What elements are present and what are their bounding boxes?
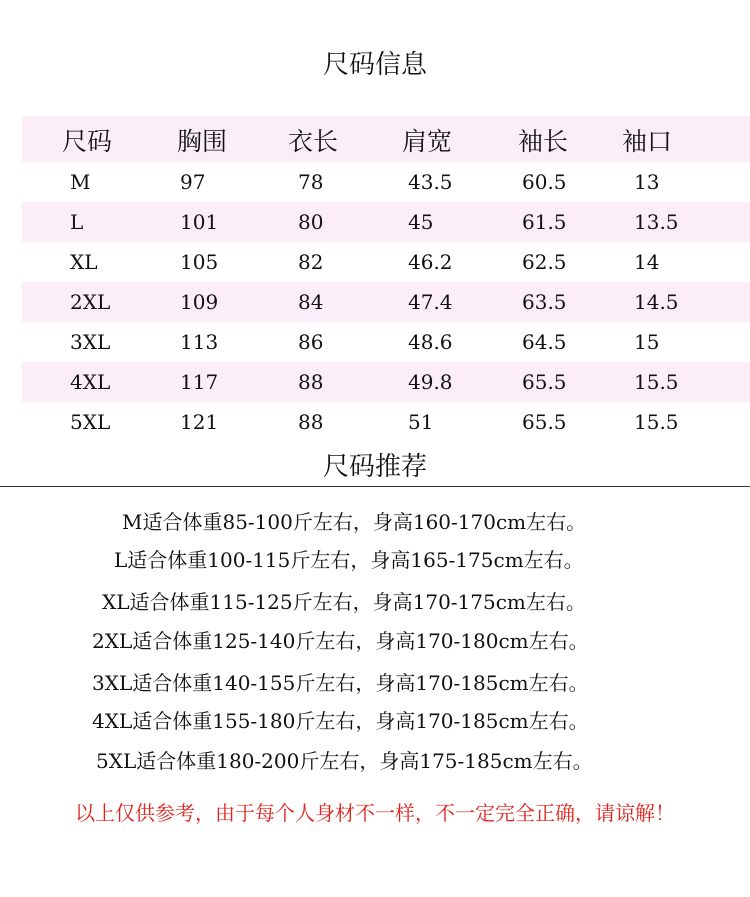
table-row [22, 282, 750, 322]
cell-chest: 113 [180, 330, 219, 354]
header-cuff: 袖口 [622, 127, 673, 156]
table-row [22, 362, 750, 402]
cell-chest: 97 [180, 170, 206, 194]
recommendation-line: 4XL适合体重155-180斤左右，身高170-185cm左右。 [92, 709, 589, 733]
header-shoulder: 肩宽 [402, 127, 453, 156]
table-row [22, 162, 750, 202]
cell-sleeve: 65.5 [522, 410, 567, 434]
cell-shoulder: 43.5 [408, 170, 453, 194]
header-length: 衣长 [288, 127, 339, 156]
cell-cuff: 14 [634, 250, 660, 274]
recommendation-line: 2XL适合体重125-140斤左右，身高170-180cm左右。 [92, 629, 589, 653]
cell-shoulder: 45 [408, 210, 434, 234]
cell-size: XL [70, 250, 98, 274]
cell-length: 80 [298, 210, 324, 234]
cell-cuff: 13.5 [634, 210, 679, 234]
cell-cuff: 13 [634, 170, 660, 194]
size-table [22, 116, 750, 442]
recommendation-line: L适合体重100-115斤左右，身高165-175cm左右。 [114, 548, 584, 572]
cell-cuff: 15.5 [634, 410, 679, 434]
cell-size: 3XL [70, 330, 111, 354]
cell-shoulder: 46.2 [408, 250, 453, 274]
cell-size: L [70, 210, 84, 234]
header-chest: 胸围 [177, 127, 228, 156]
table-row [22, 242, 750, 282]
table-row [22, 322, 750, 362]
cell-chest: 109 [180, 290, 219, 314]
recommendation-line: M适合体重85-100斤左右，身高160-170cm左右。 [122, 510, 587, 534]
cell-chest: 105 [180, 250, 219, 274]
cell-shoulder: 49.8 [408, 370, 453, 394]
size-info-title: 尺码信息 [322, 50, 427, 80]
cell-sleeve: 64.5 [522, 330, 567, 354]
cell-cuff: 14.5 [634, 290, 679, 314]
cell-length: 84 [298, 290, 324, 314]
cell-chest: 101 [180, 210, 219, 234]
recommendation-line: XL适合体重115-125斤左右，身高170-175cm左右。 [102, 590, 586, 614]
cell-cuff: 15.5 [634, 370, 679, 394]
header-size: 尺码 [62, 127, 113, 156]
cell-shoulder: 47.4 [408, 290, 453, 314]
cell-sleeve: 62.5 [522, 250, 567, 274]
cell-sleeve: 60.5 [522, 170, 567, 194]
cell-length: 88 [298, 410, 324, 434]
section-divider [0, 486, 750, 487]
header-sleeve: 袖长 [518, 127, 569, 156]
cell-size: M [70, 170, 91, 194]
recommendation-line: 3XL适合体重140-155斤左右，身高170-185cm左右。 [92, 671, 589, 695]
table-header-row [22, 116, 750, 162]
cell-shoulder: 51 [408, 410, 434, 434]
cell-chest: 121 [180, 410, 219, 434]
cell-length: 82 [298, 250, 324, 274]
recommendation-line: 5XL适合体重180-200斤左右，身高175-185cm左右。 [96, 749, 593, 773]
cell-sleeve: 63.5 [522, 290, 567, 314]
cell-sleeve: 65.5 [522, 370, 567, 394]
cell-size: 5XL [70, 410, 111, 434]
disclaimer-note: 以上仅供参考，由于每个人身材不一样，不一定完全正确，请谅解！ [75, 801, 675, 825]
cell-cuff: 15 [634, 330, 660, 354]
cell-length: 88 [298, 370, 324, 394]
cell-shoulder: 48.6 [408, 330, 453, 354]
size-recommend-title: 尺码推荐 [322, 452, 427, 482]
cell-size: 2XL [70, 290, 111, 314]
cell-length: 86 [298, 330, 324, 354]
table-row [22, 402, 750, 442]
cell-size: 4XL [70, 370, 111, 394]
cell-chest: 117 [180, 370, 219, 394]
table-row [22, 202, 750, 242]
cell-length: 78 [298, 170, 324, 194]
cell-sleeve: 61.5 [522, 210, 567, 234]
